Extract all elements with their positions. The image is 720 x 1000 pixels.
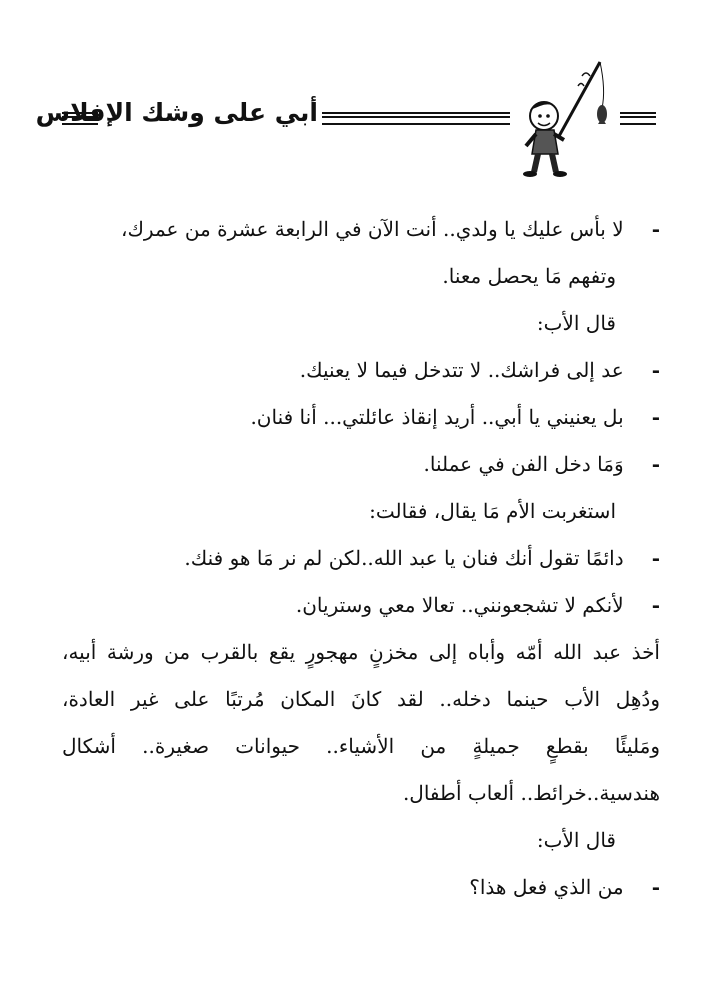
- dialog-bullet: -: [651, 546, 660, 570]
- boy-fishing-icon: [510, 50, 620, 180]
- paragraph-line: هندسية..خرائط.. ألعاب أطفال.: [402, 781, 660, 805]
- line-text: دائمًا تقول أنك فنان يا عبد الله..لكن لم نر مَا هو فنك.: [184, 546, 624, 570]
- narration-line: قال الأب:: [536, 828, 616, 852]
- line-text: بل يعنيني يا أبي.. أريد إنقاذ عائلتي... أنا فنان.: [250, 405, 624, 429]
- line-text: لا بأس عليك يا ولدي.. أنت الآن في الرابعة عشرة من عمرك،: [120, 217, 624, 241]
- paragraph-line: ودُهِل الأب حينما دخله.. لقد كانَ المكان مُرتبًا على غير العادة،: [62, 687, 660, 711]
- header-rule-right: [620, 112, 656, 125]
- dialog-line: [62, 535, 660, 582]
- dialog-bullet: -: [651, 217, 660, 241]
- paragraph-line: أخذ عبد الله أمّه وأباه إلى مخزنٍ مهجورٍ يقع بالقرب من ورشة أبيه،: [62, 640, 660, 664]
- line-text: عد إلى فراشك.. لا تتدخل فيما لا يعنيك.: [299, 358, 624, 382]
- dialog-line: [62, 347, 660, 394]
- dialog-line: [62, 206, 660, 253]
- line-text: من الذي فعل هذا؟: [469, 875, 624, 899]
- dialog-bullet: -: [651, 405, 660, 429]
- page-body: [62, 206, 660, 911]
- dialog-bullet: -: [651, 593, 660, 617]
- header-rule-middle: [322, 112, 510, 125]
- dialog-line: [62, 582, 660, 629]
- paragraph-line: ومَليئًا بقطعٍ جميلةٍ من الأشياء.. حيوانات صغيرة.. أشكال: [62, 734, 660, 758]
- narration-line: قال الأب:: [536, 311, 616, 335]
- continuation-line: وتفهم مَا يحصل معنا.: [442, 264, 616, 288]
- line-text: وَمَا دخل الفن في عملنا.: [423, 452, 624, 476]
- dialog-bullet: -: [651, 452, 660, 476]
- dialog-line: [62, 441, 660, 488]
- dialog-line: [62, 864, 660, 911]
- dialog-bullet: -: [651, 875, 660, 899]
- dialog-line: [62, 394, 660, 441]
- line-text: لأنكم لا تشجعونني.. تعالا معي وستريان.: [295, 593, 624, 617]
- chapter-title: أبي على وشك الإفلاس: [35, 98, 318, 127]
- dialog-bullet: -: [651, 358, 660, 382]
- narration-line: استغربت الأم مَا يقال، فقالت:: [369, 499, 616, 523]
- chapter-header: [0, 50, 720, 180]
